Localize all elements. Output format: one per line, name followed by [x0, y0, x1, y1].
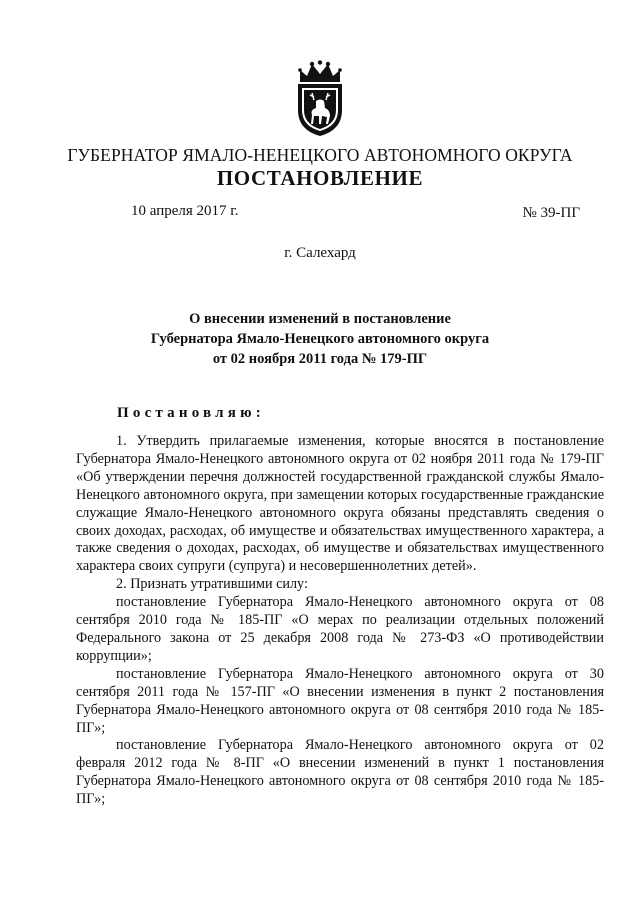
paragraph-4: постановление Губернатора Ямало-Ненецкого автономного округа от 30 сентября 2011 года № 157-ПГ «О внесении изменения в пункт 2 постановления Губернатора Ямало-Ненецкого автономного округа от 08 сентября 2010 года № 185-ПГ»; [76, 665, 604, 736]
decree-word: Постановляю: [117, 405, 265, 421]
document-date: 10 апреля 2017 г. [131, 203, 239, 219]
document-body [76, 433, 604, 809]
title-line: Губернатора Ямало-Ненецкого автономного округа [150, 331, 490, 347]
paragraph-2: 2. Признать утратившими силу: [116, 576, 308, 593]
coat-of-arms-icon [292, 60, 348, 138]
paragraph-5: постановление Губернатора Ямало-Ненецкого автономного округа от 02 февраля 2012 года № 8-ПГ «О внесении изменений в пункт 1 постановления Губернатора Ямало-Ненецкого автономного округа от 08 сентября 2010 года № 185-ПГ»; [76, 737, 604, 808]
document-type: ПОСТАНОВЛЕНИЕ [216, 166, 424, 190]
document-title [0, 309, 640, 369]
document-place: г. Салехард [284, 245, 356, 261]
paragraph-1: 1. Утвердить прилагаемые изменения, которые вносятся в постановление Губернатора Ямало-Ненецкого автономного округа от 02 ноября 2011 года № 179-ПГ «Об утверждении перечня должностей государственной гражданской службы Ямало-Ненецкого автономного округа, при замещении которых государственные гражданские служащие Ямало-Ненецкого автономного округа обязаны представлять сведения о своих доходах, расходах, об имуществе и обязательствах имущественного характера, а также сведения о доходах, расходах, об имуществе и обязательствах имущественного характера своих супруги (супруга) и несовершеннолетних детей». [76, 433, 604, 575]
title-line: от 02 ноября 2011 года № 179-ПГ [212, 351, 428, 367]
issuing-authority: ГУБЕРНАТОР ЯМАЛО-НЕНЕЦКОГО АВТОНОМНОГО ОКРУГА [67, 145, 573, 165]
document-number: № 39-ПГ [522, 205, 580, 221]
paragraph-3: постановление Губернатора Ямало-Ненецкого автономного округа от 08 сентября 2010 года № 185-ПГ «О мерах по реализации отдельных положений Федерального закона от 25 декабря 2008 года № 273-ФЗ «О противодействии коррупции»; [76, 594, 604, 664]
title-line: О внесении изменений в постановление [189, 311, 451, 327]
